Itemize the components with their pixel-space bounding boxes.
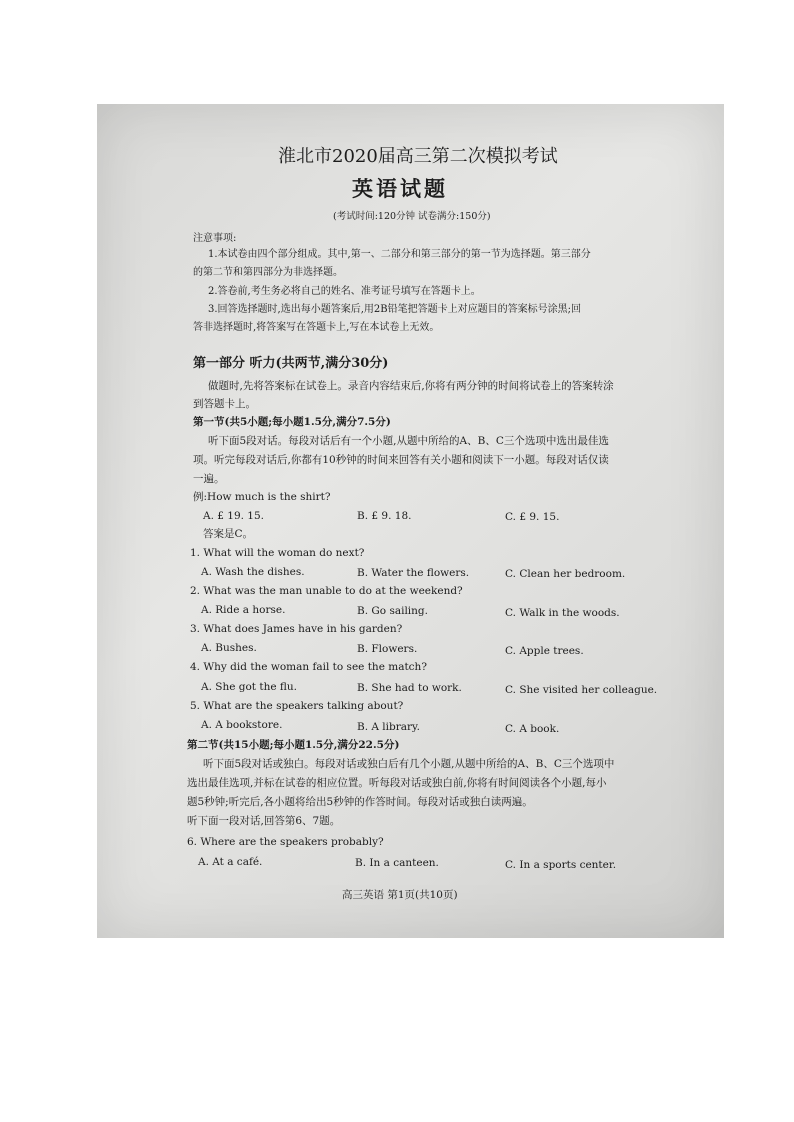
example-question: 例:How much is the shirt? <box>193 491 331 503</box>
section1-intro: 听下面5段对话。每段对话后有一个小题,从题中所给的A、B、C三个选项中选出最佳选 <box>208 435 609 447</box>
question-text: 1. What will the woman do next? <box>190 547 365 559</box>
notes-line: 的第二节和第四部分为非选择题。 <box>193 267 343 278</box>
question-text: 6. Where are the speakers probably? <box>187 836 384 848</box>
question-text: 5. What are the speakers talking about? <box>190 700 404 712</box>
option-b: B. Go sailing. <box>357 605 428 617</box>
option-a: A. Wash the dishes. <box>201 566 305 578</box>
question-text: 4. Why did the woman fail to see the match? <box>190 661 427 673</box>
option-b: B. Flowers. <box>357 643 418 655</box>
option-a: A. A bookstore. <box>201 719 283 731</box>
question-text: 2. What was the man unable to do at the weekend? <box>190 585 463 597</box>
part1-title: 第一部分 听力(共两节,满分30分) <box>193 356 389 371</box>
example-option-c: C. £ 9. 15. <box>505 511 560 523</box>
section2-intro: 听下面一段对话,回答第6、7题。 <box>187 815 341 827</box>
notes-line: 1.本试卷由四个部分组成。其中,第一、二部分和第三部分的第一节为选择题。第三部分 <box>208 249 591 260</box>
notes-line: 答非选择题时,将答案写在答题卡上,写在本试卷上无效。 <box>193 322 440 333</box>
example-option-a: A. £ 19. 15. <box>203 510 265 522</box>
section2-intro: 题5秒钟;听完后,各小题将给出5秒钟的作答时间。每段对话或独白读两遍。 <box>187 796 533 808</box>
option-b: B. In a canteen. <box>355 857 439 869</box>
option-c: C. In a sports center. <box>505 859 617 871</box>
option-a: A. Ride a horse. <box>201 604 286 616</box>
section1-intro: 项。听完每段对话后,你都有10秒钟的时间来回答有关小题和阅读下一小题。每段对话仅读 <box>193 454 609 466</box>
notes-heading: 注意事项: <box>193 233 237 244</box>
section1-title: 第一节(共5小题;每小题1.5分,满分7.5分) <box>193 416 391 428</box>
section2-title: 第二节(共15小题;每小题1.5分,满分22.5分) <box>187 739 400 751</box>
section2-intro: 听下面5段对话或独白。每段对话或独白后有几个小题,从题中所给的A、B、C三个选项中 <box>203 758 615 770</box>
part1-intro: 做题时,先将答案标在试卷上。录音内容结束后,你将有两分钟的时间将试卷上的答案转涂 <box>208 380 614 392</box>
exam-info: (考试时间:120分钟 试卷满分:150分) <box>333 211 491 222</box>
notes-line: 3.回答选择题时,选出每小题答案后,用2B铅笔把答题卡上对应题目的答案标号涂黑;回 <box>208 304 581 315</box>
part1-intro: 到答题卡上。 <box>193 398 256 410</box>
question-text: 3. What does James have in his garden? <box>190 623 403 635</box>
example-option-b: B. £ 9. 18. <box>357 510 412 522</box>
example-answer: 答案是C。 <box>203 528 254 540</box>
option-a: A. At a café. <box>198 856 263 868</box>
option-c: C. Clean her bedroom. <box>505 568 626 580</box>
option-a: A. She got the flu. <box>201 681 298 693</box>
option-b: B. A library. <box>357 721 420 733</box>
option-c: C. A book. <box>505 723 560 735</box>
option-c: C. Walk in the woods. <box>505 607 620 619</box>
exam-title: 淮北市2020届高三第二次模拟考试 <box>278 146 558 167</box>
option-b: B. She had to work. <box>357 682 462 694</box>
notes-line: 2.答卷前,考生务必将自己的姓名、准考证号填写在答题卡上。 <box>208 286 481 297</box>
option-a: A. Bushes. <box>201 642 257 654</box>
subject-title: 英语试题 <box>352 176 448 201</box>
option-c: C. She visited her colleague. <box>505 684 658 696</box>
option-c: C. Apple trees. <box>505 645 584 657</box>
option-b: B. Water the flowers. <box>357 567 470 579</box>
page-footer: 高三英语 第1页(共10页) <box>342 889 458 901</box>
section2-intro: 选出最佳选项,并标在试卷的相应位置。听每段对话或独白前,你将有时间阅读各个小题,每小 <box>187 777 607 789</box>
section1-intro: 一遍。 <box>193 473 225 485</box>
